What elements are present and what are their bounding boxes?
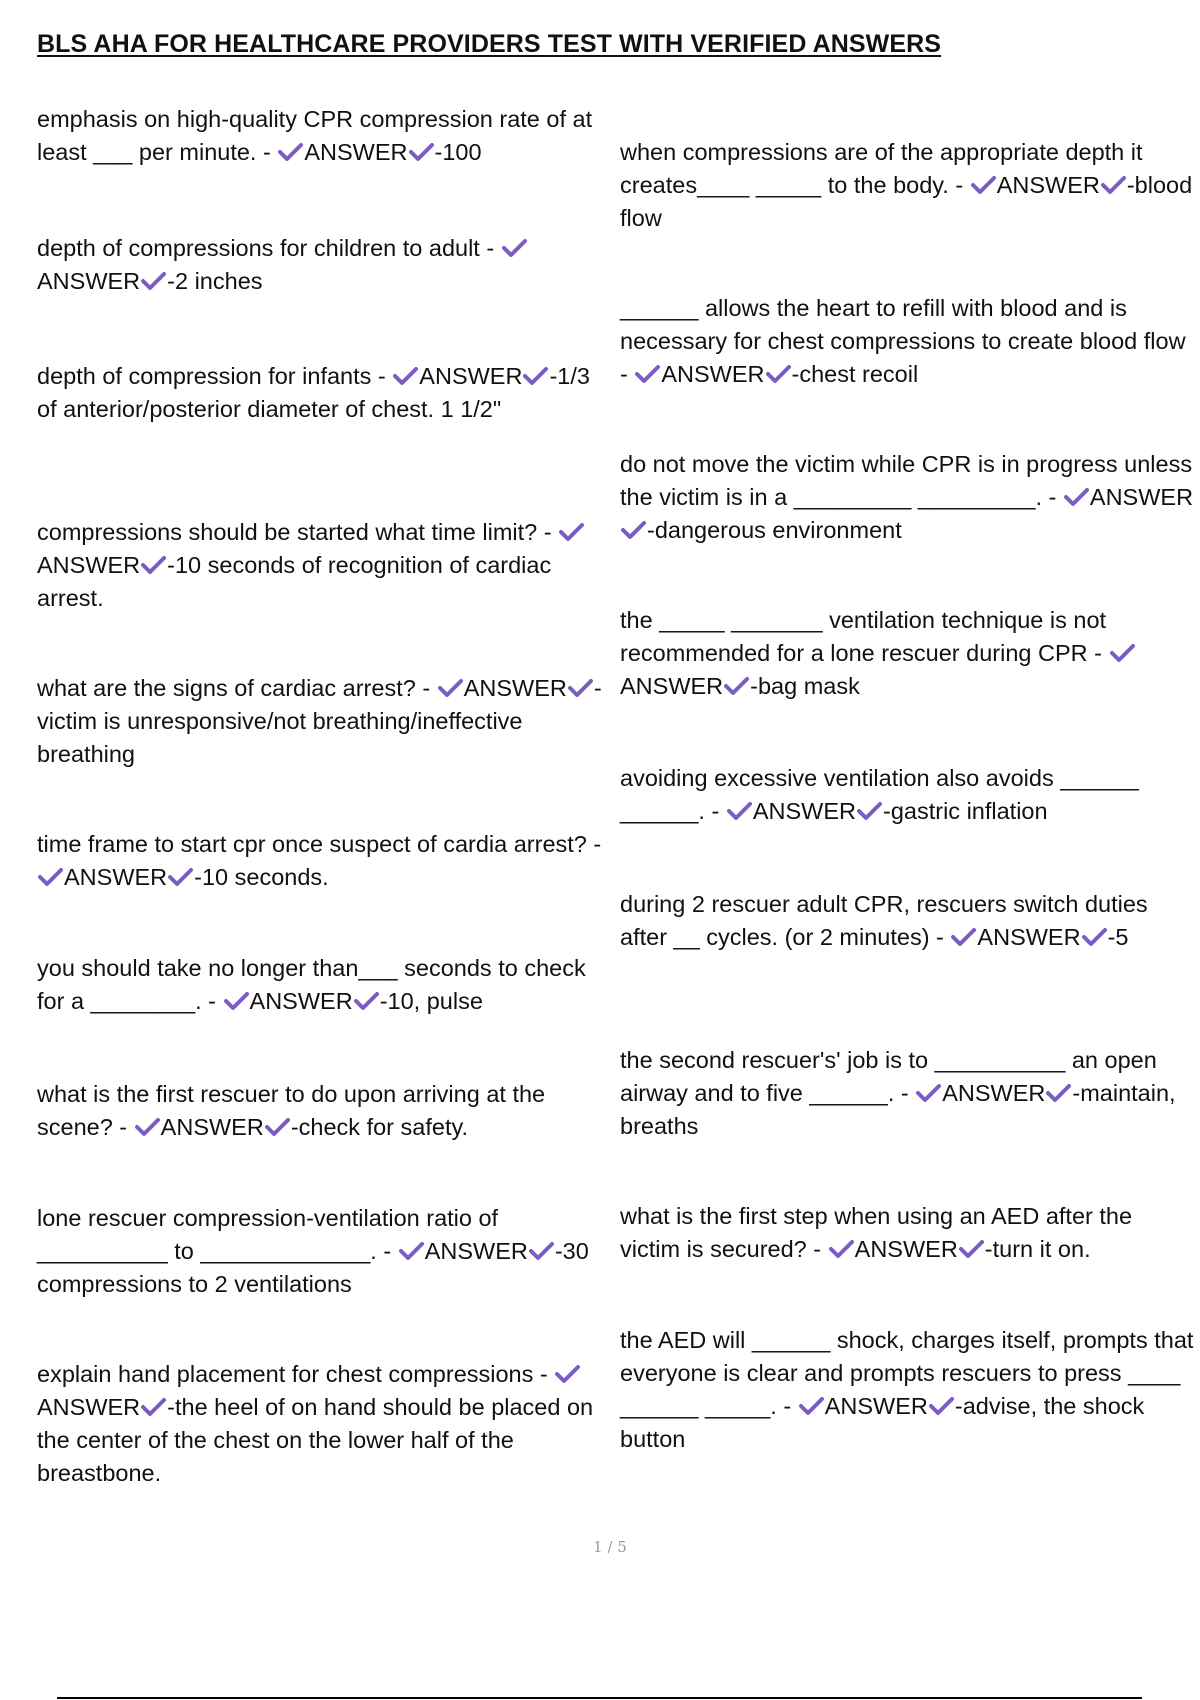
check-icon bbox=[916, 1083, 941, 1103]
answer-label: ANSWER bbox=[620, 673, 724, 699]
answer-label: ANSWER bbox=[249, 988, 353, 1014]
check-icon bbox=[141, 555, 166, 575]
qa-item-left-3 bbox=[37, 360, 609, 426]
check-icon bbox=[438, 678, 463, 698]
check-icon bbox=[529, 1241, 554, 1261]
check-icon bbox=[727, 801, 752, 821]
answer-label: ANSWER bbox=[977, 924, 1081, 950]
answer-label: ANSWER bbox=[37, 1394, 141, 1420]
question-text: emphasis on high-quality CPR compression rate of at least ___ per minute. - bbox=[37, 106, 593, 165]
qa-item-left-5 bbox=[37, 672, 609, 771]
check-icon bbox=[959, 1239, 984, 1259]
check-icon bbox=[1101, 175, 1126, 195]
check-icon bbox=[393, 366, 418, 386]
check-icon bbox=[1082, 927, 1107, 947]
check-icon bbox=[399, 1241, 424, 1261]
check-icon bbox=[929, 1396, 954, 1416]
qa-item-right-8 bbox=[620, 1200, 1195, 1266]
qa-item-right-6 bbox=[620, 888, 1195, 954]
check-icon bbox=[971, 175, 996, 195]
answer-text: -check for safety. bbox=[290, 1114, 469, 1140]
answer-text: -5 bbox=[1107, 924, 1129, 950]
qa-item-left-8 bbox=[37, 1078, 609, 1144]
question-text: during 2 rescuer adult CPR, rescuers switch duties after __ cycles. (or 2 minutes) - bbox=[620, 891, 1148, 950]
check-icon bbox=[724, 676, 749, 696]
question-text: time frame to start cpr once suspect of cardia arrest? - bbox=[37, 831, 602, 857]
answer-label: ANSWER bbox=[752, 798, 856, 824]
question-text: do not move the victim while CPR is in progress unless the victim is in a _________ _________. - bbox=[620, 451, 1193, 510]
answer-text: -10 seconds of recognition of cardiac arrest. bbox=[37, 552, 552, 611]
check-icon bbox=[799, 1396, 824, 1416]
answer-label: ANSWER bbox=[996, 172, 1100, 198]
check-icon bbox=[568, 678, 593, 698]
qa-item-left-7 bbox=[37, 952, 609, 1018]
qa-item-left-9 bbox=[37, 1202, 609, 1301]
check-icon bbox=[766, 364, 791, 384]
check-icon bbox=[224, 991, 249, 1011]
answer-label: ANSWER bbox=[661, 361, 765, 387]
check-icon bbox=[135, 1117, 160, 1137]
qa-item-left-1 bbox=[37, 103, 609, 169]
check-icon bbox=[38, 867, 63, 887]
answer-text: -chest recoil bbox=[791, 361, 919, 387]
check-icon bbox=[635, 364, 660, 384]
check-icon bbox=[265, 1117, 290, 1137]
question-text: ______ allows the heart to refill with blood and is necessary for chest compressions to create blood flow - bbox=[620, 295, 1186, 387]
question-text: lone rescuer compression-ventilation ratio of __________ to _____________. - bbox=[37, 1205, 499, 1264]
answer-text: -the heel of on hand should be placed on the center of the chest on the lower half of the breastbone. bbox=[37, 1394, 594, 1486]
answer-text: -100 bbox=[434, 139, 482, 165]
check-icon bbox=[141, 271, 166, 291]
question-text: depth of compression for infants - bbox=[37, 363, 386, 389]
answer-label: ANSWER bbox=[1089, 484, 1194, 510]
check-icon bbox=[168, 867, 193, 887]
question-text: you should take no longer than___ seconds to check for a ________. - bbox=[37, 955, 586, 1014]
check-icon bbox=[555, 1364, 580, 1384]
check-icon bbox=[829, 1239, 854, 1259]
answer-text: -gastric inflation bbox=[883, 798, 1048, 824]
check-icon bbox=[1046, 1083, 1071, 1103]
question-text: what are the signs of cardiac arrest? - bbox=[37, 675, 431, 701]
qa-item-left-10 bbox=[37, 1358, 609, 1490]
question-text: the AED will ______ shock, charges itself, prompts that everyone is clear and prompts rescuers to press ____ ______ _____. - bbox=[620, 1327, 1194, 1419]
question-text: depth of compressions for children to adult - bbox=[37, 235, 495, 261]
answer-text: -blood flow bbox=[620, 172, 1193, 231]
answer-label: ANSWER bbox=[942, 1080, 1046, 1106]
answer-text: -dangerous environment bbox=[647, 517, 902, 543]
question-text: the second rescuer's' job is to __________ an open airway and to five ______. - bbox=[620, 1047, 1157, 1106]
qa-item-right-7 bbox=[620, 1044, 1195, 1143]
answer-text: -maintain, breaths bbox=[620, 1080, 1176, 1139]
answer-label: ANSWER bbox=[463, 675, 567, 701]
answer-label: ANSWER bbox=[824, 1393, 928, 1419]
answer-label: ANSWER bbox=[64, 864, 168, 890]
qa-item-right-2 bbox=[620, 292, 1195, 391]
qa-item-left-4 bbox=[37, 516, 609, 615]
check-icon bbox=[409, 142, 434, 162]
document-title: BLS AHA FOR HEALTHCARE PROVIDERS TEST WITH VERIFIED ANSWERS bbox=[37, 30, 942, 58]
check-icon bbox=[278, 142, 303, 162]
answer-label: ANSWER bbox=[419, 363, 523, 389]
answer-text: -10 seconds. bbox=[194, 864, 329, 890]
footer-divider bbox=[57, 1697, 1142, 1699]
check-icon bbox=[559, 522, 584, 542]
check-icon bbox=[523, 366, 548, 386]
answer-text: -1/3 of anterior/posterior diameter of chest. 1 1/2" bbox=[37, 363, 590, 422]
answer-text: -10, pulse bbox=[379, 988, 483, 1014]
question-text: what is the first step when using an AED after the victim is secured? - bbox=[620, 1203, 1133, 1262]
answer-label: ANSWER bbox=[854, 1236, 958, 1262]
qa-item-left-2 bbox=[37, 232, 609, 298]
check-icon bbox=[857, 801, 882, 821]
question-text: when compressions are of the appropriate depth it creates____ _____ to the body. - bbox=[620, 139, 1143, 198]
answer-label: ANSWER bbox=[37, 552, 141, 578]
answer-label: ANSWER bbox=[37, 268, 141, 294]
page-number: 1 / 5 bbox=[593, 1538, 627, 1556]
answer-text: -turn it on. bbox=[984, 1236, 1091, 1262]
qa-item-right-1 bbox=[620, 136, 1195, 235]
check-icon bbox=[354, 991, 379, 1011]
check-icon bbox=[1110, 643, 1135, 663]
answer-text: -bag mask bbox=[750, 673, 860, 699]
qa-item-right-9 bbox=[620, 1324, 1195, 1456]
answer-text: -30 compressions to 2 ventilations bbox=[37, 1238, 589, 1297]
qa-item-right-3 bbox=[620, 448, 1195, 547]
question-text: the _____ _______ ventilation technique is not recommended for a lone rescuer during CPR - bbox=[620, 607, 1107, 666]
check-icon bbox=[502, 238, 527, 258]
question-text: what is the first rescuer to do upon arriving at the scene? - bbox=[37, 1081, 546, 1140]
answer-label: ANSWER bbox=[304, 139, 408, 165]
qa-item-right-4 bbox=[620, 604, 1195, 703]
qa-item-left-6 bbox=[37, 828, 609, 894]
answer-label: ANSWER bbox=[160, 1114, 264, 1140]
qa-item-right-5 bbox=[620, 762, 1195, 828]
answer-label: ANSWER bbox=[424, 1238, 528, 1264]
check-icon bbox=[951, 927, 976, 947]
question-text: avoiding excessive ventilation also avoids ______ ______. - bbox=[620, 765, 1139, 824]
answer-text: -victim is unresponsive/not breathing/ineffective breathing bbox=[37, 675, 602, 767]
check-icon bbox=[621, 520, 646, 540]
question-text: compressions should be started what time limit? - bbox=[37, 519, 552, 545]
question-text: explain hand placement for chest compressions - bbox=[37, 1361, 548, 1387]
answer-text: -2 inches bbox=[167, 268, 263, 294]
check-icon bbox=[1064, 487, 1089, 507]
answer-text: -advise, the shock button bbox=[620, 1393, 1145, 1452]
check-icon bbox=[141, 1397, 166, 1417]
